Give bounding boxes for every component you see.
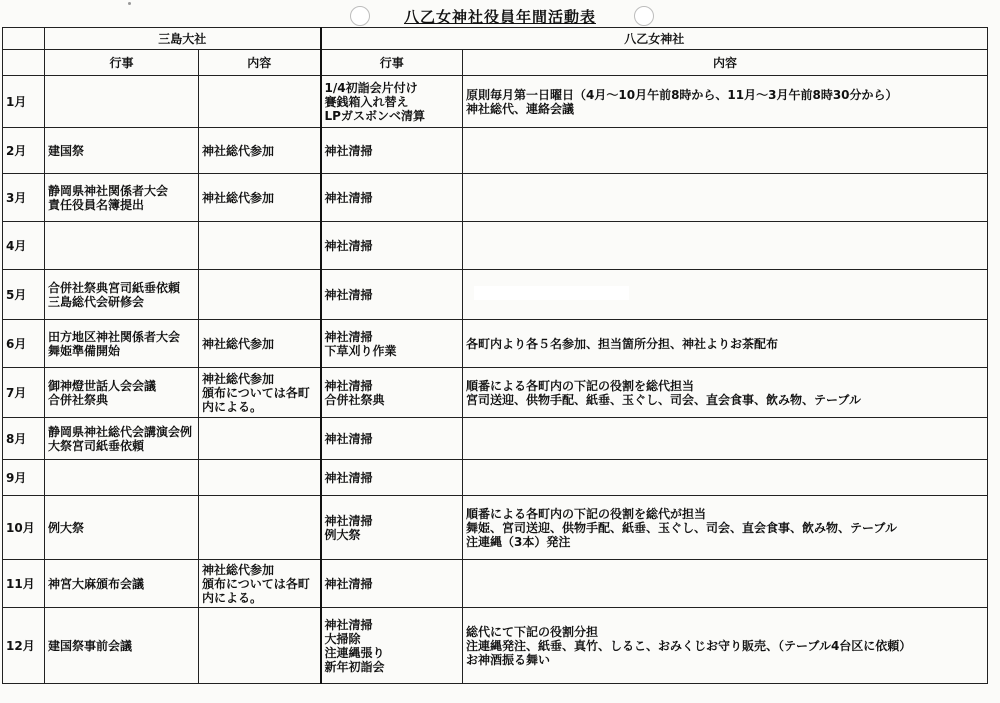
mishima-content-cell — [199, 496, 321, 560]
mishima-event-cell: 建国祭事前会議 — [45, 608, 199, 684]
header-yaotome-content: 内容 — [463, 50, 988, 76]
table-row — [3, 560, 988, 608]
mishima-content-cell — [199, 222, 321, 270]
header-blank-2 — [3, 50, 45, 76]
table-row — [3, 368, 988, 418]
yaotome-event-cell: 神社清掃 大掃除 注連縄張り 新年初詣会 — [321, 608, 463, 684]
mishima-content-cell — [199, 76, 321, 128]
mishima-content-cell: 神社総代参加 — [199, 174, 321, 222]
mishima-event-cell: 建国祭 — [45, 128, 199, 174]
mishima-event-cell: 例大祭 — [45, 496, 199, 560]
yaotome-content-cell: 各町内より各５名参加、担当箇所分担、神社よりお茶配布 — [463, 320, 988, 368]
yaotome-event-cell: 神社清掃 — [321, 418, 463, 460]
month-cell: 1月 — [3, 76, 45, 128]
table-row — [3, 128, 988, 174]
mishima-content-cell — [199, 418, 321, 460]
yaotome-content-cell — [463, 222, 988, 270]
table-row — [3, 320, 988, 368]
month-cell: 3月 — [3, 174, 45, 222]
month-cell: 4月 — [3, 222, 45, 270]
mishima-event-cell: 静岡県神社総代会講演会例大祭宮司紙垂依頼 — [45, 418, 199, 460]
table-row — [3, 222, 988, 270]
mishima-event-cell: 田方地区神社関係者大会 舞姫準備開始 — [45, 320, 199, 368]
yaotome-content-cell: 順番による各町内の下記の役割を総代担当 宮司送迎、供物手配、紙垂、玉ぐし、司会、直会食事、飲み物、テーブル — [463, 368, 988, 418]
header-yaotome-event: 行事 — [321, 50, 463, 76]
yaotome-event-cell: 神社清掃 — [321, 128, 463, 174]
yaotome-event-cell: 神社清掃 — [321, 174, 463, 222]
yaotome-content-cell — [463, 460, 988, 496]
mishima-content-cell: 神社総代参加 — [199, 320, 321, 368]
yaotome-event-cell: 神社清掃 下草刈り作業 — [321, 320, 463, 368]
yaotome-content-cell — [463, 128, 988, 174]
month-cell: 12月 — [3, 608, 45, 684]
month-cell: 6月 — [3, 320, 45, 368]
header-yaotome: 八乙女神社 — [321, 28, 988, 50]
month-cell: 5月 — [3, 270, 45, 320]
yaotome-content-cell — [463, 418, 988, 460]
month-cell: 9月 — [3, 460, 45, 496]
mishima-content-cell: 神社総代参加 頒布については各町内による。 — [199, 368, 321, 418]
mishima-content-cell: 神社総代参加 — [199, 128, 321, 174]
yaotome-event-cell: 1/4初詣会片付け 賽銭箱入れ替え LPガスボンベ清算 — [321, 76, 463, 128]
yaotome-event-cell: 神社清掃 例大祭 — [321, 496, 463, 560]
activity-table — [2, 27, 988, 684]
yaotome-content-cell: 原則毎月第一日曜日（4月～10月午前8時から、11月～3月午前8時30分から） 神社総代、連絡会議 — [463, 76, 988, 128]
table-row — [3, 270, 988, 320]
yaotome-event-cell: 神社清掃 — [321, 222, 463, 270]
table-row — [3, 76, 988, 128]
month-cell: 7月 — [3, 368, 45, 418]
header-mishima: 三島大社 — [45, 28, 321, 50]
mishima-content-cell: 神社総代参加 頒布については各町内による。 — [199, 560, 321, 608]
table-row — [3, 496, 988, 560]
header-row-columns — [3, 50, 988, 76]
month-cell: 11月 — [3, 560, 45, 608]
mishima-event-cell: 合併社祭典宮司紙垂依頼 三島総代会研修会 — [45, 270, 199, 320]
yaotome-content-cell: 総代にて下記の役割分担 注連縄発注、紙垂、真竹、しるこ、おみくじお守り販売、（テーブル4台区に依頼） お神酒振る舞い — [463, 608, 988, 684]
month-cell: 2月 — [3, 128, 45, 174]
month-cell: 8月 — [3, 418, 45, 460]
header-row-groups — [3, 28, 988, 50]
mishima-content-cell — [199, 608, 321, 684]
whiteout-patch — [474, 286, 629, 300]
mishima-content-cell — [199, 270, 321, 320]
mishima-event-cell: 神宮大麻頒布会議 — [45, 560, 199, 608]
mishima-event-cell — [45, 222, 199, 270]
yaotome-content-cell — [463, 270, 988, 320]
yaotome-content-cell — [463, 560, 988, 608]
header-mishima-content: 内容 — [199, 50, 321, 76]
scan-speck — [128, 2, 131, 5]
table-row — [3, 460, 988, 496]
mishima-event-cell: 御神燈世話人会会議 合併社祭典 — [45, 368, 199, 418]
mishima-event-cell — [45, 76, 199, 128]
yaotome-event-cell: 神社清掃 — [321, 270, 463, 320]
yaotome-event-cell: 神社清掃 合併社祭典 — [321, 368, 463, 418]
month-cell: 10月 — [3, 496, 45, 560]
table-row — [3, 418, 988, 460]
mishima-event-cell: 静岡県神社関係者大会 責任役員名簿提出 — [45, 174, 199, 222]
yaotome-content-cell — [463, 174, 988, 222]
yaotome-event-cell: 神社清掃 — [321, 560, 463, 608]
mishima-event-cell — [45, 460, 199, 496]
table-row — [3, 608, 988, 684]
mishima-content-cell — [199, 460, 321, 496]
page-title: 八乙女神社役員年間活動表 — [403, 8, 596, 26]
yaotome-content-cell: 順番による各町内の下記の役割を総代が担当 舞姫、宮司送迎、供物手配、紙垂、玉ぐし、司会、直会食事、飲み物、テーブル 注連縄（3本）発注 — [463, 496, 988, 560]
header-blank — [3, 28, 45, 50]
yaotome-event-cell: 神社清掃 — [321, 460, 463, 496]
table-row — [3, 174, 988, 222]
header-mishima-event: 行事 — [45, 50, 199, 76]
